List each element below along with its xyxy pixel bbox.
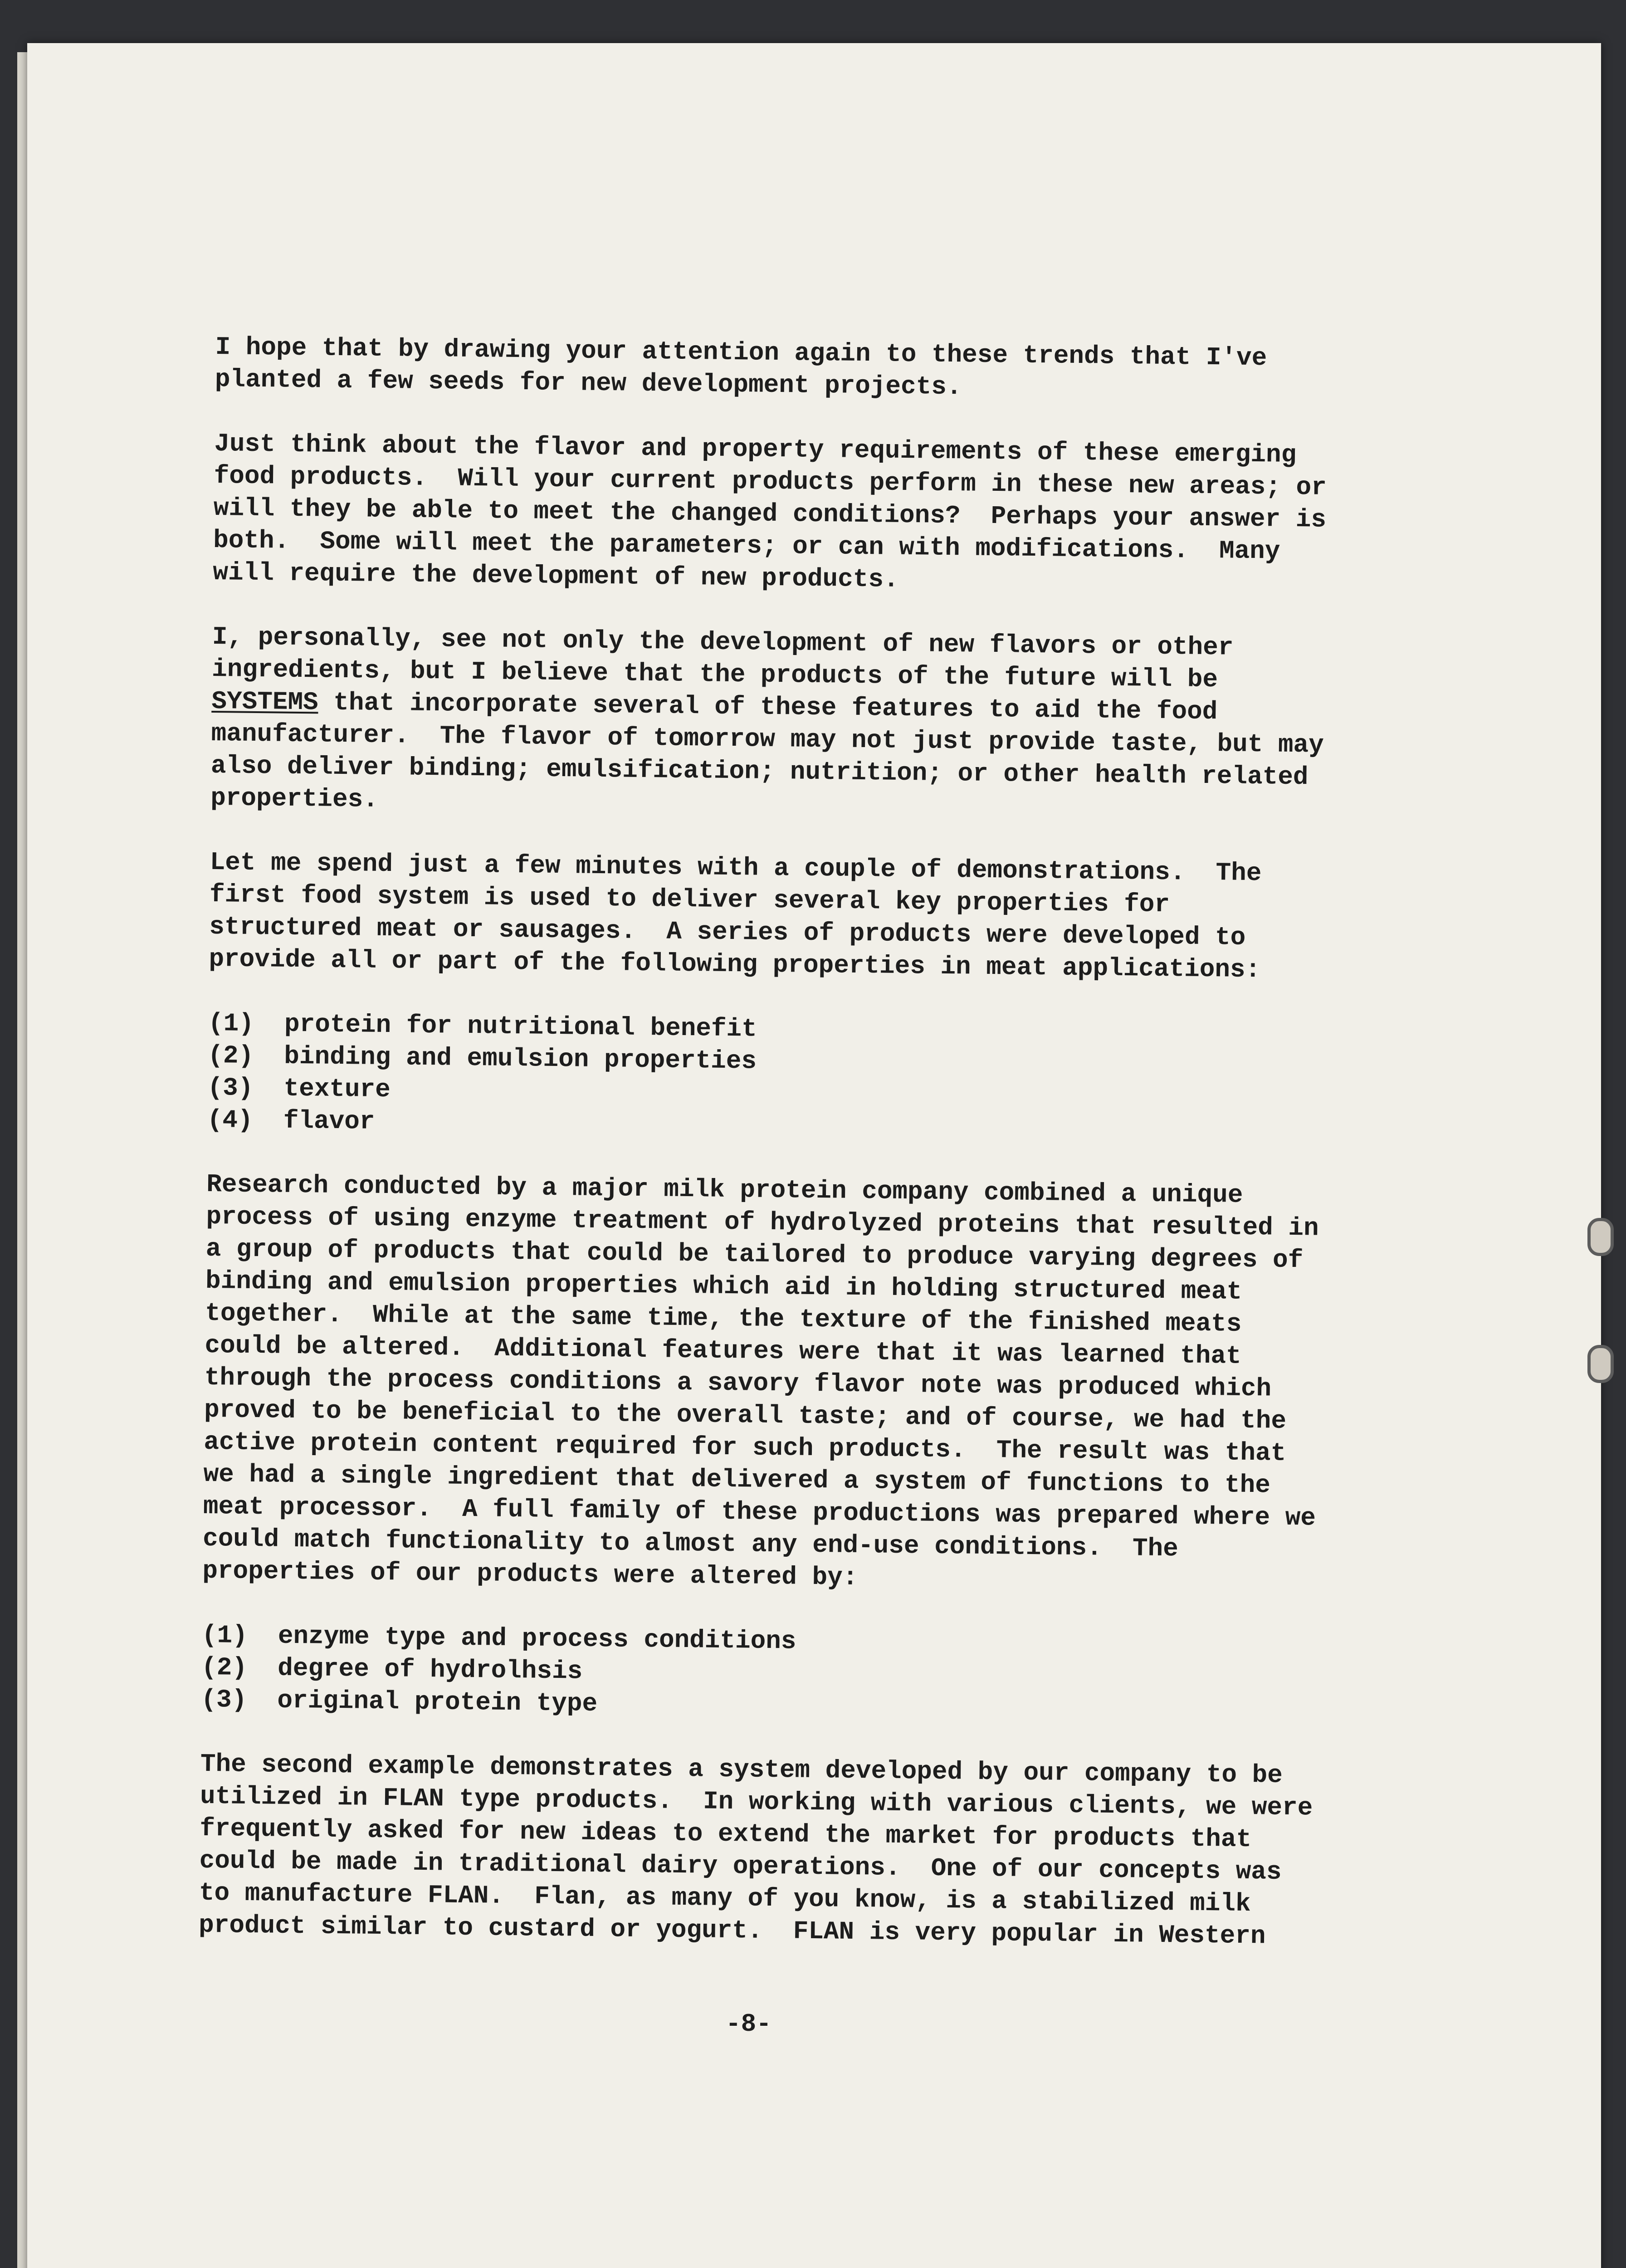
page-number: -8- xyxy=(726,2009,771,2038)
list-item: (1) protein for nutritional benefit xyxy=(208,1008,757,1044)
altered-by-list xyxy=(201,1619,1426,1729)
paragraph-seeds: I hope that by drawing your attention again to these trends that I've planted a few seeds for new development projects. xyxy=(215,332,1267,402)
paragraph-systems xyxy=(210,621,1437,827)
paragraph-systems-line1: I, personally, see not only the development of new flavors or other xyxy=(212,622,1234,662)
list-item: (3) original protein type xyxy=(201,1685,598,1718)
paragraph-demonstrations: Let me spend just a few minutes with a couple of demonstrations. The first food system is used to deliver several key properties for structured meat or sausages. A series of products were developed to provide all or part of the following properties in meat applications: xyxy=(209,847,1262,985)
paragraph-requirements: Just think about the flavor and property requirements of these emerging food products. Will your current products perform in these new areas; or will they be able to meet the changed conditions? Perhaps your answer is both. Some will meet the parameters; or can with modifications. Many will require the development of new products. xyxy=(213,429,1327,594)
list-item: (2) degree of hydrolhsis xyxy=(201,1652,583,1686)
list-item: (4) flavor xyxy=(207,1105,375,1136)
list-item: (1) enzyme type and process conditions xyxy=(201,1620,796,1656)
staple-bottom xyxy=(1587,1345,1614,1383)
list-item: (3) texture xyxy=(207,1073,391,1105)
list-item: (2) binding and emulsion properties xyxy=(207,1041,757,1076)
paragraph-systems-rest: that incorporate several of these features to aid the food manufacturer. The flavor of tomorrow may not just provide taste, but may also deliver binding; emulsification; nutrition; or other health related properties. xyxy=(210,688,1324,814)
paragraph-research: Research conducted by a major milk protein company combined a unique process of using enzyme treatment of hydrolyzed proteins that resulted in a group of products that could be tailored to produce varying degrees of binding and emulsion properties which aid in holding structured meat together. While at the same time, the texture of the finished meats could be altered. Additional features were that it was learned that through the process conditions a savory flavor note was produced which proved to be beneficial to the overall taste; and of course, we had the active protein content required for such products. The result was that we had a single ingredient that delivered a system of functions to the meat processor. A full family of these productions was prepared where we could match functionality to almost any end-use conditions. The properties of our products were altered by: xyxy=(202,1169,1319,1592)
systems-emphasis: SYSTEMS xyxy=(211,686,319,717)
paragraph-systems-line2: ingredients, but I believe that the products of the future will be xyxy=(211,654,1218,694)
meat-properties-list xyxy=(207,1007,1433,1149)
paragraph-flan: The second example demonstrates a system developed by our company to be utilized in FLAN type products. In working with various clients, we were frequently asked for new ideas to extend the market for products that could be made in traditional dairy operations. One of our concepts was to manufacture FLAN. Flan, as many of you know, is a stabilized milk product similar to custard or yogurt. FLAN is very popular in Western xyxy=(198,1749,1313,1951)
staple-top xyxy=(1587,1218,1614,1256)
body-text xyxy=(198,331,1440,1986)
